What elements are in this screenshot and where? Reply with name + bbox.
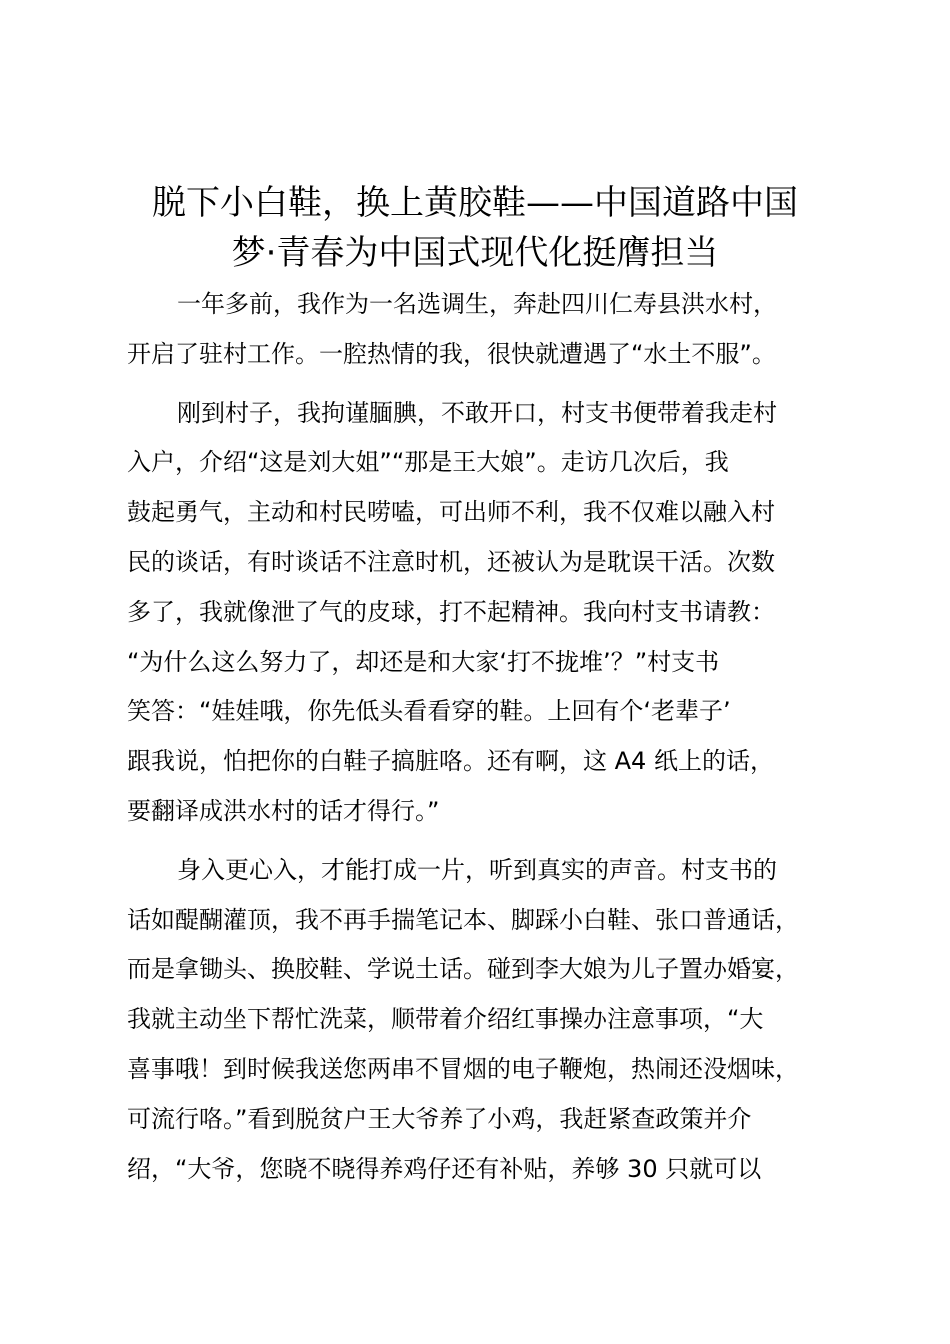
text-line: 跟我说，怕把你的白鞋子搞脏咯。还有啊，这 A4 纸上的话， xyxy=(127,747,774,776)
text-line: “为什么这么努力了，却还是和大家‘打不拢堆’？”村支书 xyxy=(127,647,720,676)
text-line: 可流行咯。”看到脱贫户王大爷养了小鸡，我赶紧查政策并介 xyxy=(127,1104,752,1133)
title-line: 脱下小白鞋，换上黄胶鞋——中国道路中国 xyxy=(152,183,798,223)
text-line: 开启了驻村工作。一腔热情的我，很快就遭遇了“水土不服”。 xyxy=(127,339,776,368)
title-line: 梦·青春为中国式现代化挺膺担当 xyxy=(231,233,719,273)
text-line: 要翻译成洪水村的话才得行。” xyxy=(127,796,440,825)
text-line: 喜事哦！到时候我送您两串不冒烟的电子鞭炮，热闹还没烟味， xyxy=(127,1054,799,1083)
text-line: 多了，我就像泄了气的皮球，打不起精神。我向村支书请教： xyxy=(127,597,775,626)
paragraph-3 xyxy=(127,846,837,1195)
text-line: 入户，介绍“这是刘大姐”“那是王大娘”。走访几次后，我 xyxy=(127,448,729,477)
text-line: 鼓起勇气，主动和村民唠嗑，可出师不利，我不仅难以融入村 xyxy=(127,498,775,527)
text-line: 绍，“大爷，您晓不晓得养鸡仔还有补贴，养够 30 只就可以 xyxy=(127,1154,762,1183)
document-body xyxy=(127,280,837,1194)
paragraph-2 xyxy=(127,389,837,837)
text-line: 一年多前，我作为一名选调生，奔赴四川仁寿县洪水村， xyxy=(177,290,777,318)
paragraph-1 xyxy=(127,280,837,380)
text-line: 我就主动坐下帮忙洗菜，顺带着介绍红事操办注意事项，“大 xyxy=(127,1005,764,1034)
text-line: 民的谈话，有时谈话不注意时机，还被认为是耽误干活。次数 xyxy=(127,547,775,576)
text-line: 话如醍醐灌顶，我不再手揣笔记本、脚踩小白鞋、张口普通话， xyxy=(127,905,799,934)
text-line: 身入更心入，才能打成一片，听到真实的声音。村支书的 xyxy=(177,855,777,884)
text-line: 笑答：“娃娃哦，你先低头看看穿的鞋。上回有个‘老辈子’ xyxy=(127,697,731,726)
document-title xyxy=(120,178,830,278)
text-line: 刚到村子，我拘谨腼腆，不敢开口，村支书便带着我走村 xyxy=(177,398,777,427)
text-line: 而是拿锄头、换胶鞋、学说土话。碰到李大娘为儿子置办婚宴， xyxy=(127,955,799,984)
